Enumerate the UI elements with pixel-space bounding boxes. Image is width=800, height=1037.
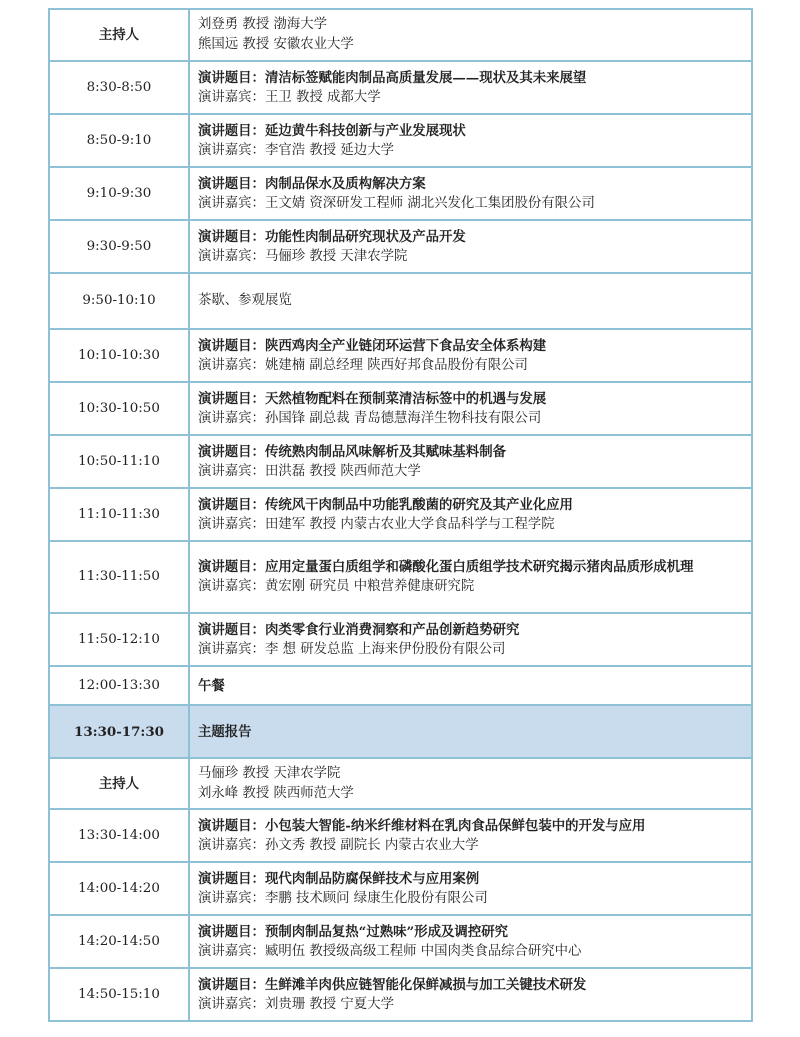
talk-title-text: 清洁标签赋能肉制品高质量发展——现状及其未来展望	[264, 69, 587, 86]
talk-title	[198, 227, 743, 247]
talk-title-label: 演讲题目：	[198, 923, 265, 940]
host-label: 主持人	[49, 758, 189, 809]
table-row	[49, 541, 752, 613]
talk-cell	[189, 809, 752, 862]
talk-cell	[189, 488, 752, 541]
table-row	[49, 167, 752, 220]
speaker-label: 演讲嘉宾：	[198, 248, 265, 264]
talk-cell	[189, 167, 752, 220]
talk-title-label: 演讲题目：	[198, 443, 265, 460]
speaker-text: 田建军 教授 内蒙古农业大学食品科学与工程学院	[264, 516, 555, 532]
talk-speaker	[198, 640, 743, 660]
time-slot: 13:30-17:30	[49, 705, 189, 758]
speaker-text: 王文婧 资深研发工程师 湖北兴发化工集团股份有限公司	[264, 195, 595, 211]
talk-title-label: 演讲题目：	[198, 337, 265, 354]
talk-cell	[189, 862, 752, 915]
talk-speaker	[198, 409, 743, 429]
section-header-row	[49, 705, 752, 758]
talk-title	[198, 922, 743, 942]
host-name: 马俪珍 教授 天津农学院	[198, 765, 341, 781]
talk-title	[198, 174, 743, 194]
talk-title-label: 演讲题目：	[198, 559, 265, 575]
talk-title	[198, 121, 743, 141]
talk-title-label: 演讲题目：	[198, 870, 265, 887]
talk-cell	[189, 915, 752, 968]
talk-title	[198, 442, 743, 462]
lunch-text: 午餐	[189, 666, 752, 705]
talk-title-text: 肉类零食行业消费洞察和产品创新趋势研究	[264, 621, 520, 638]
table-row	[49, 968, 752, 1021]
speaker-text: 刘贵珊 教授 宁夏大学	[264, 996, 394, 1012]
talk-cell	[189, 329, 752, 382]
speaker-label: 演讲嘉宾：	[198, 516, 265, 532]
talk-title-label: 演讲题目：	[198, 228, 265, 245]
table-row	[49, 915, 752, 968]
speaker-text: 黄宏刚 研究员 中粮营养健康研究院	[264, 579, 475, 594]
time-slot: 14:00-14:20	[49, 862, 189, 915]
speaker-text: 李鹏 技术顾问 绿康生化股份有限公司	[264, 890, 488, 906]
talk-title-text: 肉制品保水及质构解决方案	[264, 175, 426, 192]
speaker-label: 演讲嘉宾：	[198, 89, 265, 105]
talk-title	[198, 620, 743, 640]
speaker-label: 演讲嘉宾：	[198, 996, 265, 1012]
talk-speaker	[198, 88, 743, 108]
table-row	[49, 329, 752, 382]
talk-cell	[189, 435, 752, 488]
talk-speaker	[198, 141, 743, 161]
talk-speaker	[198, 995, 743, 1015]
host-row	[49, 9, 752, 61]
talk-speaker	[198, 247, 743, 267]
time-slot: 10:10-10:30	[49, 329, 189, 382]
time-slot: 9:30-9:50	[49, 220, 189, 273]
time-slot: 11:10-11:30	[49, 488, 189, 541]
table-row	[49, 488, 752, 541]
time-slot: 10:30-10:50	[49, 382, 189, 435]
time-slot: 11:30-11:50	[49, 541, 189, 613]
talk-cell	[189, 382, 752, 435]
table-row	[49, 435, 752, 488]
table-row	[49, 382, 752, 435]
talk-title	[198, 389, 743, 409]
talk-cell	[189, 541, 752, 613]
speaker-label: 演讲嘉宾：	[198, 837, 265, 853]
talk-title-text: 小包装大智能-纳米纤维材料在乳肉食品保鲜包装中的开发与应用	[264, 817, 646, 834]
talk-title-label: 演讲题目：	[198, 175, 265, 192]
talk-title-text: 传统风干肉制品中功能乳酸菌的研究及其产业化应用	[264, 496, 573, 513]
table-row	[49, 273, 752, 329]
table-row	[49, 61, 752, 114]
host-name: 刘永峰 教授 陕西师范大学	[198, 785, 354, 801]
talk-title	[198, 816, 743, 836]
talk-title-label: 演讲题目：	[198, 122, 265, 139]
talk-title-text: 天然植物配料在预制菜清洁标签中的机遇与发展	[264, 390, 547, 407]
agenda-table	[48, 8, 753, 1022]
talk-title-label: 演讲题目：	[198, 390, 265, 407]
time-slot: 9:50-10:10	[49, 273, 189, 329]
talk-title-label: 演讲题目：	[198, 976, 265, 993]
table-row	[49, 666, 752, 705]
talk-speaker	[198, 356, 743, 376]
talk-title	[198, 869, 743, 889]
talk-title-label: 演讲题目：	[198, 817, 265, 834]
host-list	[189, 9, 752, 61]
talk-speaker	[198, 194, 743, 214]
speaker-label: 演讲嘉宾：	[198, 195, 265, 211]
speaker-text: 李 想 研发总监 上海来伊份股份有限公司	[264, 641, 506, 657]
talk-title-text: 传统熟肉制品风味解析及其赋味基料制备	[264, 443, 506, 460]
talk-title-text: 陕西鸡肉全产业链闭环运营下食品安全体系构建	[264, 337, 547, 354]
talk-title-text: 现代肉制品防腐保鲜技术与应用案例	[264, 870, 480, 887]
speaker-label: 演讲嘉宾：	[198, 641, 265, 657]
talk-title-label: 演讲题目：	[198, 69, 265, 86]
speaker-text: 臧明伍 教授级高级工程师 中国肉类食品综合研究中心	[264, 943, 582, 959]
host-name: 熊国远 教授 安徽农业大学	[198, 37, 354, 52]
talk-speaker	[198, 942, 743, 962]
time-slot: 8:30-8:50	[49, 61, 189, 114]
talk-title-label: 演讲题目：	[198, 496, 265, 513]
talk-title-text: 预制肉制品复热“过熟味”形成及调控研究	[264, 923, 508, 940]
talk-title-text: 应用定量蛋白质组学和磷酸化蛋白质组学技术研究揭示猪肉品质形成机理	[264, 559, 694, 575]
talk-title-text: 功能性肉制品研究现状及产品开发	[264, 228, 466, 245]
talk-title-text: 生鲜滩羊肉供应链智能化保鲜减损与加工关键技术研发	[264, 976, 587, 993]
speaker-text: 田洪磊 教授 陕西师范大学	[264, 463, 421, 479]
host-label: 主持人	[49, 9, 189, 61]
speaker-text: 王卫 教授 成都大学	[264, 89, 381, 105]
break-text: 茶歇、参观展览	[189, 273, 752, 329]
time-slot: 11:50-12:10	[49, 613, 189, 666]
talk-title-label: 演讲题目：	[198, 621, 265, 638]
talk-speaker	[198, 462, 743, 482]
table-row	[49, 809, 752, 862]
talk-title	[198, 68, 743, 88]
talk-cell	[189, 61, 752, 114]
talk-cell	[189, 968, 752, 1021]
table-row	[49, 613, 752, 666]
talk-speaker	[198, 577, 743, 597]
time-slot: 14:20-14:50	[49, 915, 189, 968]
talk-speaker	[198, 889, 743, 909]
time-slot: 10:50-11:10	[49, 435, 189, 488]
speaker-label: 演讲嘉宾：	[198, 943, 265, 959]
speaker-text: 孙文秀 教授 副院长 内蒙古农业大学	[264, 837, 479, 853]
time-slot: 13:30-14:00	[49, 809, 189, 862]
host-list	[189, 758, 752, 809]
agenda-body	[49, 9, 752, 1021]
talk-cell	[189, 114, 752, 167]
time-slot: 9:10-9:30	[49, 167, 189, 220]
time-slot: 12:00-13:30	[49, 666, 189, 705]
talk-speaker	[198, 515, 743, 535]
speaker-label: 演讲嘉宾：	[198, 410, 265, 426]
section-title: 主题报告	[189, 705, 752, 758]
table-row	[49, 114, 752, 167]
table-row	[49, 862, 752, 915]
speaker-label: 演讲嘉宾：	[198, 463, 265, 479]
host-row	[49, 758, 752, 809]
speaker-text: 李官浩 教授 延边大学	[264, 142, 394, 158]
speaker-label: 演讲嘉宾：	[198, 142, 265, 158]
talk-title	[198, 495, 743, 515]
talk-title	[198, 975, 743, 995]
host-name: 刘登勇 教授 渤海大学	[198, 17, 328, 32]
speaker-label: 演讲嘉宾：	[198, 357, 265, 373]
speaker-label: 演讲嘉宾：	[198, 890, 265, 906]
talk-title-text: 延边黄牛科技创新与产业发展现状	[264, 122, 466, 139]
table-row	[49, 220, 752, 273]
talk-title	[198, 557, 743, 577]
time-slot: 8:50-9:10	[49, 114, 189, 167]
speaker-text: 孙国锋 副总裁 青岛德慧海洋生物科技有限公司	[264, 410, 542, 426]
speaker-text: 姚建楠 副总经理 陕西好邦食品股份有限公司	[264, 357, 528, 373]
talk-title	[198, 336, 743, 356]
speaker-label: 演讲嘉宾：	[198, 579, 265, 594]
time-slot: 14:50-15:10	[49, 968, 189, 1021]
talk-speaker	[198, 836, 743, 856]
talk-cell	[189, 220, 752, 273]
speaker-text: 马俪珍 教授 天津农学院	[264, 248, 408, 264]
talk-cell	[189, 613, 752, 666]
